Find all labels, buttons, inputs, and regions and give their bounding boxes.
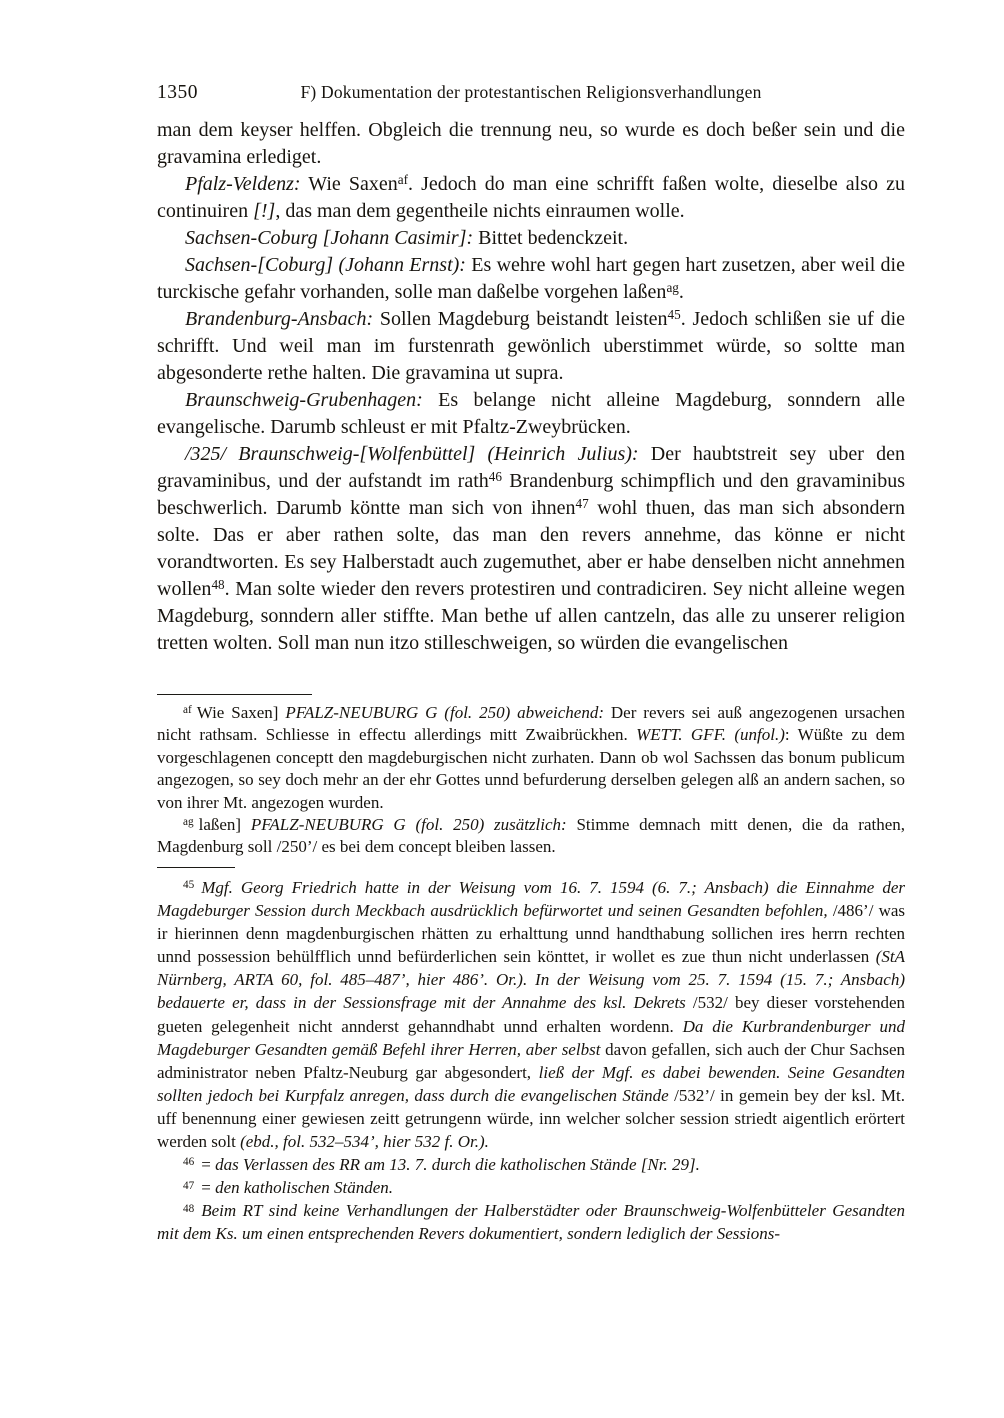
text-segment: [!]: [253, 200, 276, 222]
text-segment: PFALZ-NEUBURG G (fol. 250) abweichend:: [285, 703, 604, 722]
text-segment: Beim RT sind keine Verhandlungen der Halberstädter oder Braunschweig-Wolfenbütteler Gesandten mit dem Ks. um einen entsprechenden Revers dokumentiert, sondern lediglich der Sessions-: [157, 1201, 905, 1244]
text-segment: . Jedoch do man eine schrifft faßen wolte, dieselbe also zu continuiren: [157, 173, 905, 222]
footnote: [157, 1176, 905, 1199]
footnote-marker: af: [183, 704, 192, 717]
text-segment: Der haubtstreit sey uber den gravaminibus, und der aufstandt im rath: [157, 443, 905, 492]
paragraph: [157, 171, 905, 225]
paragraph: [157, 441, 905, 657]
text-segment: Da die Kurbrandenburger und Magdeburger Gesandten gemäß Befehl ihrer Herren, aber selbst: [157, 1016, 905, 1059]
text-segment: Es wehre wohl hart gegen hart zusetzen, aber weil die turckische gefahr vorhanden, solle man daßelbe vorgehen laßen: [157, 254, 905, 303]
footnote-reference: 47: [575, 496, 589, 512]
text-segment: das Verlassen des RR am 13. 7. durch die katholischen Stände [Nr. 29].: [215, 1155, 700, 1175]
paragraph: [157, 225, 905, 252]
text-segment: Wie Saxen: [300, 173, 398, 195]
paragraph: [157, 387, 905, 441]
text-segment: man dem keyser helffen. Obgleich die trennung neu, so wurde es doch beßer sein und die gravamina erlediget.: [157, 119, 905, 168]
text-segment: /532’/ in gemein bey der ksl. Mt. uff benennung einer gewiesen zeitt getrungenn würde, inn welcher solcher session striedt aigentlich erörtert werden solt: [157, 1085, 905, 1152]
paragraph: [157, 117, 905, 171]
footnote: [157, 814, 905, 859]
text-segment: laßen]: [198, 815, 251, 835]
text-segment: den katholischen Ständen.: [215, 1178, 394, 1198]
text-segment: Wie Saxen]: [196, 703, 286, 722]
text-segment: /486’/ was ir hierinnen denn magdenburgischen rhätten zu erhalttung unnd handthabung sollichen ires herrn rechten unnd possession behülfflich unnd befürderlichen sein könttet, ir wollet es zue thun nicht underlassen: [157, 901, 906, 967]
text-segment: Der revers sei auß angezogenen ursachen nicht rathsam. Schliesse in effectu allerdings mitt Zwaibrückhen.: [157, 703, 905, 745]
running-header: [157, 82, 905, 106]
text-segment: Sachsen-[Coburg] (Johann Ernst):: [185, 254, 466, 276]
page-number: 1350: [157, 82, 198, 103]
text-segment: Es belange nicht alleine Magdeburg, sonndern alle evangelische. Darumb schleust er mit Pfaltz-Zweybrücken.: [157, 389, 905, 438]
text-segment: (ebd., fol. 532–534’, hier 532 f. Or.).: [240, 1132, 489, 1152]
footnote: [157, 1199, 905, 1245]
footnote: [157, 1153, 905, 1176]
text-segment: Mgf. Georg Friedrich hatte in der Weisung vom 16. 7. 1594 (6. 7.; Ansbach) die Einnahme der Magdeburger Session durch Meckbach ausdrücklich befürwortet und seinen Gesandten befohlen,: [157, 878, 905, 921]
text-segment: Pfalz-Veldenz:: [185, 173, 301, 195]
footnote-reference: 48: [211, 577, 225, 593]
text-segment: . Jedoch schlißen sie uf die schrifft. Und weil man im furstenrath gewönlich uberstimmet würde, so soltte man abgesonderte rethe halten. Die gravamina ut supra.: [157, 308, 906, 384]
footnote-reference: 46: [488, 469, 502, 485]
footnote-marker: 45: [183, 879, 195, 892]
text-segment: Bittet bedenckzeit.: [473, 227, 629, 249]
number-footnote-divider: [157, 867, 235, 868]
text-segment: Braunschweig-Grubenhagen:: [185, 389, 423, 411]
text-segment: Sachsen-Coburg [Johann Casimir]:: [185, 227, 474, 249]
text-segment: . Man solte wieder den revers protestiren und contradiciren. Sey nicht alleine wegen Magdeburg, sonndern aller stiffte. Man bethe uf allen cantzeln, das alle zu unserer religion tretten wolten. Soll man nun itzo stilleschweigen, so würden die evangelischen: [157, 578, 905, 654]
text-segment: (StA Nürnberg, ARTA 60, fol. 485–487’, hier 486’. Or.). In der Weisung vom 25. 7. 1594 (15. 7.; Ansbach) bedauerte er, dass in der Sessionsfrage mit der Annahme des ksl. Dekrets: [157, 947, 905, 1013]
text-segment: .: [678, 281, 684, 303]
footnote-reference: ag: [666, 280, 679, 296]
letter-footnotes-block: [157, 702, 905, 859]
text-segment: =: [201, 1155, 216, 1175]
number-footnotes-block: [157, 876, 905, 1246]
letter-footnote-divider: [157, 694, 312, 695]
footnote: [157, 702, 905, 814]
footnote-marker: 46: [183, 1156, 195, 1169]
footnote-reference: af: [397, 172, 408, 188]
text-segment: , das man dem gegentheile nichts einraumen wolle.: [275, 200, 685, 222]
footnote-marker: ag: [183, 816, 194, 829]
text-segment: PFALZ-NEUBURG G (fol. 250) zusätzlich:: [250, 815, 567, 835]
text-segment: Sollen Magdeburg beistandt leisten: [373, 308, 668, 330]
footnote-reference: 45: [667, 307, 681, 323]
text-segment: =: [201, 1178, 216, 1198]
text-segment: Brandenburg-Ansbach:: [185, 308, 374, 330]
text-segment: WETT. GFF. (unfol.): [636, 725, 785, 745]
main-text-block: [157, 117, 905, 657]
text-segment: : Wüßte zu dem vorgeschlagenen conceptt den magdeburgischen nicht zurhaten. Dann ob wol Sachssen das bonum publicum angezogen, so sey doch mehr an der ehr Gottes unnd befurderung derselben gelegen alß an andern sachen, so von ihrer Mt. angezogen wurden.: [157, 725, 905, 812]
text-segment: /532/ bey dieser vorstehenden gueten gelegenheit nicht annderst gehanndhabt unnd erhalten wordenn.: [157, 993, 906, 1036]
paragraph: [157, 306, 905, 387]
text-segment: /325/ Braunschweig-[Wolfenbüttel] (Heinrich Julius):: [185, 443, 639, 465]
text-segment: Stimme demnach mitt denen, die da rathen, Magdenburg soll /250’/ es bei dem concept bleiben lassen.: [157, 815, 906, 857]
paragraph: [157, 252, 905, 306]
text-segment: wohl thuen, das man sich absondern solte. Das er aber rathen solte, das man den revers annehme, das könne er nicht vorandtworten. Es sey Halberstadt auch zugemuthet, aber er habe denselben nicht annehmen wollen: [157, 497, 905, 600]
text-segment: ließ der Mgf. es dabei bewenden. Seine Gesandten sollten jedoch bei Kurpfalz anregen, dass durch die evangelischen Stände: [157, 1062, 905, 1105]
footnote: [157, 876, 905, 1153]
running-header-title: F) Dokumentation der protestantischen Religionsverhandlungen: [300, 82, 762, 102]
footnote-marker: 48: [183, 1202, 195, 1215]
text-segment: Brandenburg schimpflich und den gravaminibus beschwerlich. Darumb köntte man sich von ihnen: [157, 470, 905, 519]
footnote-marker: 47: [183, 1179, 195, 1192]
text-segment: davon gefallen, sich auch der Chur Sachsen administrator neben Pfaltz-Neuburg gar abgesondert,: [157, 1039, 905, 1082]
